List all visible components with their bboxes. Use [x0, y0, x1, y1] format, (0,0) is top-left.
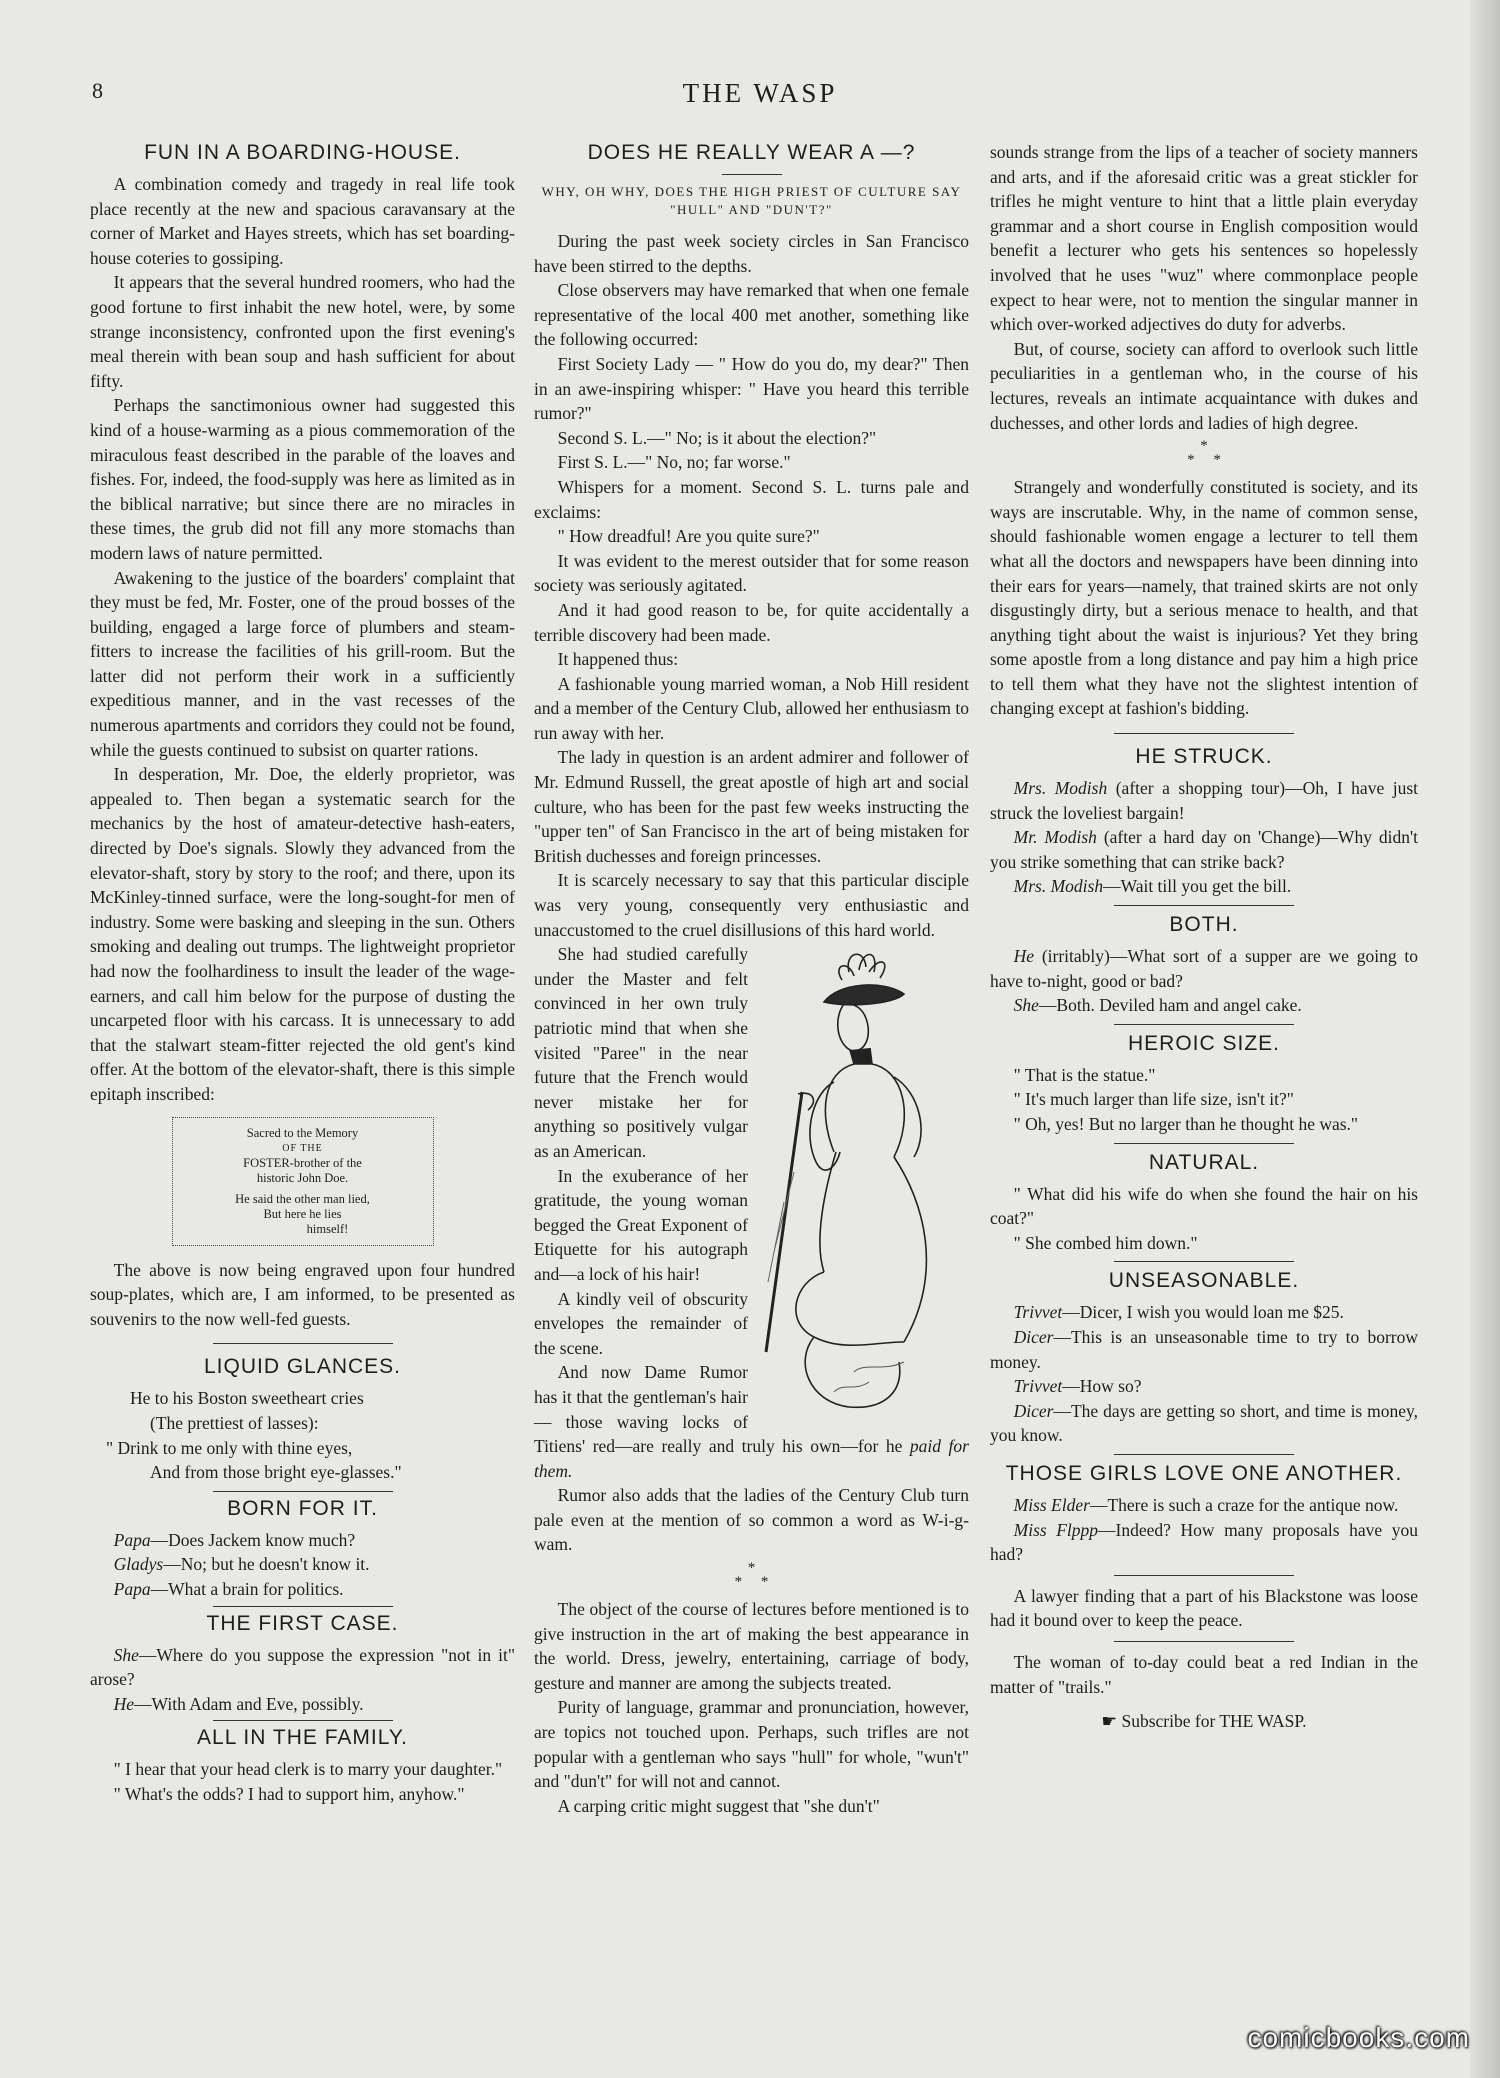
section-stars: * * *	[1187, 438, 1221, 469]
paragraph: " Oh, yes! But no larger than he thought he was."	[1013, 1114, 1359, 1134]
dialogue-text: (after a shopping tour)—Oh, I have just struck the loveliest bargain!	[990, 778, 1419, 823]
article-title-girls: THOSE GIRLS LOVE ONE ANOTHER.	[1005, 1461, 1403, 1485]
paragraph: Second S. L.—" No; is it about the election?"	[557, 427, 877, 448]
speaker: Mr. Modish	[1013, 827, 1097, 848]
dialogue-line	[990, 776, 1418, 825]
epitaph-line: He said the other man lied,	[235, 1191, 370, 1206]
paragraph: A lawyer finding that a part of his Blackstone was loose had it bound over to keep the peace.	[990, 1585, 1418, 1631]
column-middle	[534, 140, 969, 1818]
paragraph: The woman of to-day could beat a red Indian in the matter of "trails."	[990, 1651, 1418, 1697]
dialogue-text: (after a hard day on 'Change)—Why didn't you strike something that can strike back?	[990, 827, 1419, 872]
epitaph-box	[172, 1117, 434, 1246]
speaker: Dicer	[1013, 1326, 1054, 1347]
paragraph: " It's much larger than life size, isn't it?"	[1013, 1089, 1294, 1110]
dialogue-line	[90, 1528, 515, 1553]
speaker: Trivvet	[1013, 1302, 1063, 1323]
dialogue-line	[990, 874, 1418, 899]
paragraph: sounds strange from the lips of a teacher of society manners and arts, and if the aforesaid critic was a great stickler for trifles he might venture to hint that a little plain everyday grammar and a short course in English composition would benefit a lecturer who gets his sentences so hopelessly involved that he uses "wuz" where commonplace people expect to hear were, not to mention the singular manner in which over-worked adjectives do duty for adverbs.	[990, 142, 1418, 335]
paragraph: " How dreadful! Are you quite sure?"	[557, 526, 820, 547]
speaker: Gladys	[113, 1554, 164, 1575]
article-title-family: ALL IN THE FAMILY.	[197, 1726, 408, 1750]
epitaph-line: OF THE	[282, 1142, 323, 1154]
epitaph-line: historic John Doe.	[256, 1170, 349, 1185]
article-title-born: BORN FOR IT.	[227, 1496, 378, 1520]
dialogue-text: —There is such a craze for the antique now.	[1089, 1494, 1399, 1515]
dialogue-line	[990, 993, 1418, 1018]
paragraph: The lady in question is an ardent admirer and follower of Mr. Edmund Russell, the great apostle of high art and social culture, who has been for the past few weeks instructing the "upper ten" of San Francisco in the art of being mistaken for British duchesses and foreign princesses.	[534, 747, 969, 866]
divider	[1114, 1575, 1294, 1576]
epitaph-line: FOSTER-brother of the	[243, 1155, 362, 1170]
article-title-unseasonable: UNSEASONABLE.	[1108, 1269, 1300, 1293]
dialogue-line	[990, 1399, 1418, 1448]
epitaph-line: But here he lies	[263, 1206, 342, 1221]
dialogue-text: —How so?	[1062, 1376, 1142, 1397]
paragraph: First Society Lady — " How do you do, my dear?" Then in an awe-inspiring whisper: " Have you heard this terrible rumor?"	[534, 353, 969, 424]
verse-line: And from those bright eye-glasses."	[150, 1462, 402, 1483]
speaker: She	[1013, 995, 1039, 1016]
speaker: She	[113, 1644, 139, 1665]
divider	[213, 1606, 393, 1607]
divider	[1114, 1143, 1294, 1144]
dialogue-text: —Wait till you get the bill.	[1103, 876, 1292, 897]
speaker: He	[1013, 946, 1035, 967]
dialogue-line	[990, 1325, 1418, 1374]
article-title-liquid: LIQUID GLANCES.	[203, 1355, 402, 1379]
divider	[1114, 1024, 1294, 1025]
speaker: Dicer	[1013, 1400, 1054, 1421]
dialogue-line	[90, 1552, 515, 1577]
paragraph: A kindly veil of obscurity envelopes the remainder of the scene.	[534, 1288, 748, 1358]
verse-line: " Drink to me only with thine eyes,	[106, 1437, 353, 1458]
masthead: THE WASP	[682, 78, 838, 108]
dialogue-line	[990, 1300, 1418, 1325]
dialogue-line	[90, 1692, 515, 1717]
speaker: Mrs. Modish	[1013, 778, 1108, 799]
paragraph: " I hear that your head clerk is to marry your daughter."	[113, 1759, 503, 1780]
dialogue-line	[90, 1643, 515, 1692]
column-left	[90, 140, 515, 1806]
paragraph: A combination comedy and tragedy in real life took place recently at the new and spacious caravansary at the corner of Market and Hayes streets, which has set boarding-house coteries to gossiping.	[90, 174, 515, 268]
dialogue-line	[990, 944, 1418, 993]
epitaph-line: himself!	[306, 1221, 349, 1236]
divider	[722, 174, 782, 175]
paragraph: The object of the course of lectures before mentioned is to give instruction in the art of making the best appearance in the world. Dress, jewelry, entertaining, carriage of body, gesture and manner are among the subjects treated.	[534, 1599, 969, 1693]
paragraph: The above is now being engraved upon four hundred soup-plates, which are, I am informed, to be presented as souvenirs to the now well-fed guests.	[90, 1259, 515, 1329]
paragraph: " She combed him down."	[1013, 1232, 1198, 1253]
speaker: Mrs. Modish	[1013, 876, 1104, 897]
divider	[213, 1720, 393, 1721]
dialogue-line	[990, 825, 1418, 874]
divider	[1114, 1641, 1294, 1642]
paragraph: In the exuberance of her gratitude, the young woman begged the Great Exponent of Etiquette for his autograph and—a lock of his hair!	[534, 1165, 748, 1284]
divider	[213, 1491, 393, 1492]
dialogue-text: —No; but he doesn't know it.	[163, 1554, 370, 1575]
epitaph-line: Sacred to the Memory	[246, 1125, 359, 1140]
paragraph: Awakening to the justice of the boarders' complaint that they must be fed, Mr. Foster, one of the proud bosses of the building, engaged a large force of plumbers and steam-fitters to increase the facilities of his grill-room. But the latter did not perform their work in a sufficiently expeditious manner, and in the vast recesses of the numerous apartments and corridors they could not be found, while the guests continued to subsist on quarter rations.	[90, 567, 515, 760]
dialogue-text: —Dicer, I wish you would loan me $25.	[1062, 1302, 1344, 1323]
paragraph: " What's the odds? I had to support him, anyhow."	[113, 1783, 465, 1804]
paragraph: Purity of language, grammar and pronunciation, however, are topics not touched upon. Perhaps, such trifles are not popular with a gentleman who says "hull" for whole, "wun't" and "dun't" for will not and cannot.	[534, 1697, 969, 1792]
paragraph: And it had good reason to be, for quite accidentally a terrible discovery had been made.	[534, 599, 969, 645]
section-stars: * * *	[734, 1560, 769, 1591]
dialogue-text: —The days are getting so short, and time is money, you know.	[990, 1400, 1418, 1446]
article-title-first-case: THE FIRST CASE.	[206, 1611, 399, 1635]
paragraph: A carping critic might suggest that "she dun't"	[557, 1795, 880, 1816]
paragraph: Rumor also adds that the ladies of the Century Club turn pale even at the mention of so common a word as W-i-g-wam.	[534, 1485, 969, 1555]
article-title-wig: DOES HE REALLY WEAR A —?	[587, 141, 916, 164]
paragraph: Strangely and wonderfully constituted is society, and its ways are inscrutable. Why, in the name of common sense, should fashionable women engage a lecturer to tell them what all the doctors and newspapers have been dinning into their ears for years—namely, that trained skirts are not only disgustingly dirty, but a serious menace to health, and that anything tight about the waist is injurious? Yet they bring some apostle from a long distance and pay him a high price to tell them what they have not the slightest intention of changing except at fashion's bidding.	[990, 477, 1418, 719]
paragraph: Close observers may have remarked that when one female representative of the local 400 met another, something like the following occurred:	[534, 280, 969, 350]
speaker: Miss Flppp	[1013, 1519, 1099, 1540]
speaker: Trivvet	[1013, 1376, 1063, 1397]
article-title-both: BOTH.	[1169, 913, 1239, 937]
dialogue-line	[990, 1493, 1418, 1518]
column-right	[990, 140, 1418, 1734]
dialogue-text: —Does Jackem know much?	[150, 1529, 356, 1550]
paragraph: It is scarcely necessary to say that this particular disciple was very young, consequently very enthusiastic and unaccustomed to the cruel disillusions of this hard world.	[534, 870, 969, 940]
paragraph: In desperation, Mr. Doe, the elderly proprietor, was appealed to. Then began a systematic search for the mechanics by the host of amateur-detective hash-eaters, directed by Doe's signals. Slowly they advanced from the elevator-shaft, story by story to the roof; and there, upon its McKinley-tinned surface, were the long-sought-for men of industry. Some were basking and sleeping in the sun. Others smoking and dealing out trumps. The lightweight proprietor had now the foolhardiness to insult the leader of the wage-earners, and call him below for the purpose of dusting the uncarpeted floor with his carcass. It is unnecessary to add that the stalwart steam-fitter rejected the old gent's kind offer. At the bottom of the elevator-shaft, there is this simple epitaph inscribed:	[90, 764, 515, 1104]
dialogue-text: —Where do you suppose the expression "not in it" arose?	[90, 1644, 515, 1690]
divider	[1114, 905, 1294, 906]
article-title-struck: HE STRUCK.	[1135, 745, 1273, 769]
subscribe-text: Subscribe for THE WASP.	[1121, 1711, 1307, 1732]
woman-illustration	[754, 942, 969, 1412]
verse-line: He to his Boston sweetheart cries	[130, 1388, 364, 1409]
dialogue-line	[990, 1374, 1418, 1399]
paragraph: First S. L.—" No, no; far worse."	[557, 452, 791, 473]
paragraph: Whispers for a moment. Second S. L. turns pale and exclaims:	[534, 476, 969, 522]
article-title-fun: FUN IN A BOARDING-HOUSE.	[144, 141, 461, 164]
verse	[90, 1386, 515, 1484]
paragraph: But, of course, society can afford to overlook such little peculiarities in a gentleman who, in the course of his lectures, reveals an intimate acquaintance with dukes and duchesses, and other lords and ladies of high degree.	[990, 338, 1418, 433]
speaker: Papa	[113, 1578, 151, 1599]
article-subtitle: WHY, OH WHY, DOES THE HIGH PRIEST OF CULTURE SAY "HULL" AND "DUN'T?"	[541, 184, 962, 217]
paragraph: " That is the statue."	[1013, 1064, 1156, 1085]
speaker: Miss Elder	[1013, 1494, 1090, 1515]
speaker: He	[113, 1693, 135, 1714]
watermark: comicbooks.com	[1247, 2022, 1470, 2053]
subscribe-notice	[990, 1709, 1418, 1734]
emphasis: paid for them.	[534, 1436, 969, 1481]
paragraph: A fashionable young married woman, a Nob Hill resident and a member of the Century Club, allowed her enthusiasm to run away with her.	[534, 673, 969, 743]
divider	[1114, 1261, 1294, 1262]
verse-line: (The prettiest of lasses):	[150, 1412, 319, 1433]
paragraph: She had studied carefully under the Master and felt convinced in her own truly patriotic mind that when she visited "Paree" in the near future that the French would never mistake her for anything so positively vulgar as an American.	[534, 944, 748, 1161]
speaker: Papa	[113, 1529, 151, 1550]
paragraph: It appears that the several hundred roomers, who had the good fortune to first inhabit the new hotel, were, by some strange inconsistency, confronted upon the first evening's meal therein with bean soup and hash sufficient for about fifty.	[90, 272, 515, 391]
divider	[1114, 733, 1294, 734]
dialogue-line	[90, 1577, 515, 1602]
article-title-natural: NATURAL.	[1148, 1150, 1260, 1174]
page-number: 8	[92, 78, 103, 103]
dialogue-text: —Indeed? How many proposals have you had?	[990, 1519, 1418, 1565]
paragraph: " What did his wife do when she found the hair on his coat?"	[990, 1183, 1418, 1229]
dialogue-text: (irritably)—What sort of a supper are we going to have to-night, good or bad?	[990, 946, 1418, 991]
paragraph: During the past week society circles in San Francisco have been stirred to the depths.	[534, 231, 969, 276]
paragraph: It was evident to the merest outsider that for some reason society was seriously agitated.	[534, 550, 969, 596]
dialogue-text: —Both. Deviled ham and angel cake.	[1038, 995, 1302, 1016]
dialogue-text: —This is an unseasonable time to try to borrow money.	[990, 1326, 1418, 1372]
dialogue-line	[990, 1518, 1418, 1567]
article-title-heroic: HEROIC SIZE.	[1127, 1031, 1281, 1055]
paragraph: It happened thus:	[557, 649, 679, 670]
illustration-woman	[754, 942, 969, 1412]
divider	[1114, 1454, 1294, 1455]
pointing-hand-icon: ☛	[1101, 1711, 1118, 1732]
dialogue-text: —With Adam and Eve, possibly.	[134, 1693, 364, 1714]
paragraph: Perhaps the sanctimonious owner had suggested this kind of a house-warming as a pious commemoration of the miraculous feast described in the parable of the loaves and fishes. For, indeed, the food-supply was here as limited as in the biblical narrative; but since there are no miracles in these times, the grub did not fill any more stomachs than modern laws of nature permitted.	[90, 395, 515, 563]
paragraph-text: And now Dame Rumor has it that the gentleman's hair — those waving locks of Titiens' red—are really and truly his own—for he	[534, 1362, 910, 1457]
dialogue-text: —What a brain for politics.	[150, 1578, 344, 1599]
page-edge-shadow	[1470, 0, 1500, 2078]
divider	[213, 1343, 393, 1344]
